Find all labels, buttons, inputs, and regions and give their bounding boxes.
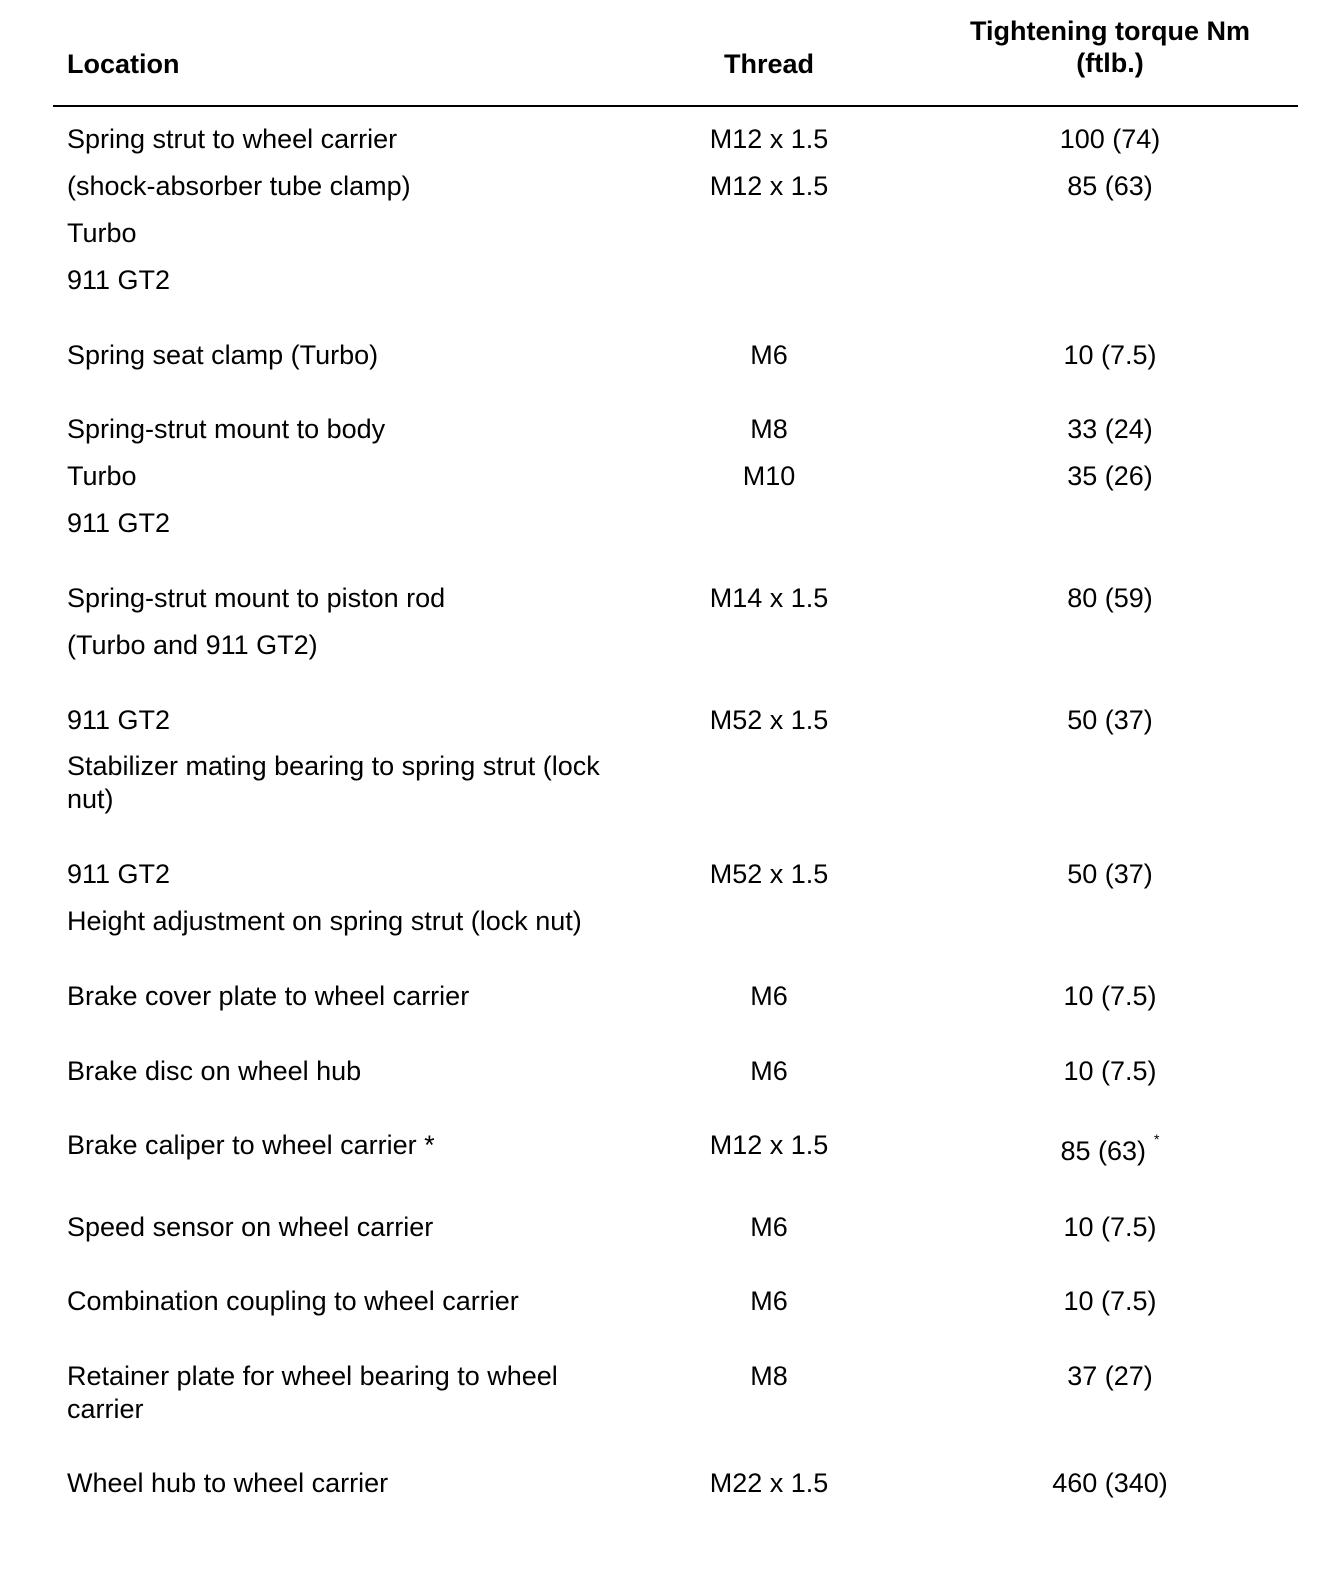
row-thread: M52 x 1.5	[709, 859, 829, 889]
row-location: Retainer plate for wheel bearing to wheel carrier	[67, 1361, 558, 1424]
row-torque: 50 (37)	[1067, 705, 1153, 735]
header-location: Location	[67, 49, 180, 79]
row-location: Wheel hub to wheel carrier	[67, 1468, 389, 1498]
row-thread: M52 x 1.5	[709, 705, 829, 735]
header-thread: Thread	[723, 49, 815, 79]
row-thread: M12 x 1.5	[709, 1130, 829, 1160]
row-torque	[1060, 1131, 1160, 1172]
row-location: Stabilizer mating bearing to spring strut (lock nut)	[67, 751, 600, 814]
row-torque: 80 (59)	[1067, 583, 1153, 613]
row-torque: 460 (340)	[1052, 1468, 1168, 1498]
row-location: Spring strut to wheel carrier	[67, 124, 398, 154]
row-location: Combination coupling to wheel carrier	[67, 1286, 519, 1316]
row-thread: M6	[750, 340, 788, 370]
row-location: 911 GT2	[67, 265, 171, 295]
footnote-marker: *	[1154, 1131, 1160, 1147]
row-torque: 10 (7.5)	[1063, 1212, 1157, 1242]
row-location: Turbo	[67, 461, 137, 491]
row-torque: 50 (37)	[1067, 859, 1153, 889]
row-torque: 33 (24)	[1067, 414, 1153, 444]
row-location: Speed sensor on wheel carrier	[67, 1212, 434, 1242]
torque-value: 85 (63)	[1060, 1136, 1147, 1166]
row-thread: M12 x 1.5	[709, 124, 829, 154]
row-location: Brake caliper to wheel carrier *	[67, 1130, 435, 1160]
row-torque: 10 (7.5)	[1063, 981, 1157, 1011]
row-thread: M6	[750, 1212, 788, 1242]
row-location: 911 GT2	[67, 859, 171, 889]
row-location: Brake cover plate to wheel carrier	[67, 981, 470, 1011]
header-torque	[970, 15, 1250, 79]
row-thread: M6	[750, 1056, 788, 1086]
row-thread: M8	[750, 414, 788, 444]
row-location: (Turbo and 911 GT2)	[67, 630, 318, 660]
row-torque: 100 (74)	[1059, 124, 1161, 154]
row-torque: 37 (27)	[1067, 1361, 1153, 1391]
header-torque-line2: (ftlb.)	[1076, 48, 1144, 78]
row-torque: 35 (26)	[1067, 461, 1153, 491]
row-thread: M14 x 1.5	[709, 583, 829, 613]
row-location: Spring-strut mount to body	[67, 414, 386, 444]
row-location: Spring seat clamp (Turbo)	[67, 340, 379, 370]
row-thread: M6	[750, 981, 788, 1011]
row-location: 911 GT2	[67, 508, 171, 538]
row-torque: 10 (7.5)	[1063, 1056, 1157, 1086]
row-thread: M10	[742, 461, 796, 491]
row-torque: 10 (7.5)	[1063, 1286, 1157, 1316]
row-location: Turbo	[67, 218, 137, 248]
row-thread: M22 x 1.5	[709, 1468, 829, 1498]
row-torque: 85 (63)	[1067, 171, 1153, 201]
row-location: Spring-strut mount to piston rod	[67, 583, 446, 613]
row-thread: M12 x 1.5	[709, 171, 829, 201]
row-thread: M6	[750, 1286, 788, 1316]
row-location: 911 GT2	[67, 705, 171, 735]
row-location: (shock-absorber tube clamp)	[67, 171, 411, 201]
row-location: Brake disc on wheel hub	[67, 1056, 362, 1086]
row-location: Height adjustment on spring strut (lock nut)	[67, 906, 582, 936]
row-torque: 10 (7.5)	[1063, 340, 1157, 370]
row-thread: M8	[750, 1361, 788, 1391]
header-torque-line1: Tightening torque Nm	[970, 16, 1250, 46]
header-divider	[53, 105, 1298, 107]
